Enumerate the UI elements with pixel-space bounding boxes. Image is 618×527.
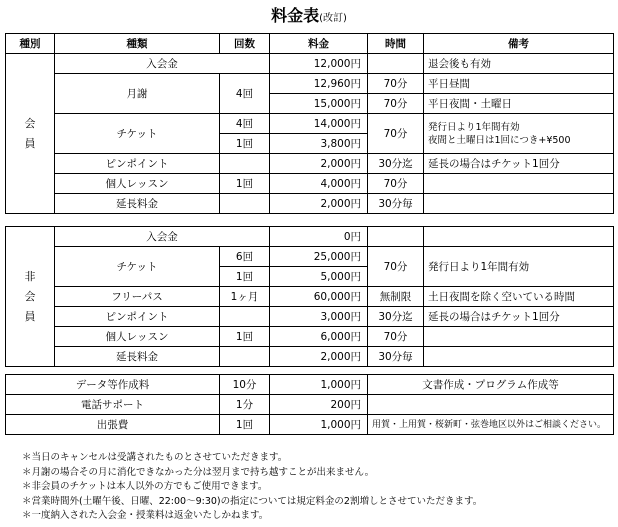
member-private-count: 1回: [220, 174, 270, 194]
phone-support-price: 200円: [270, 395, 368, 415]
member-extension-remarks: [424, 194, 614, 214]
member-category-text: 会員: [24, 116, 36, 150]
member-monthly-count: 4回: [220, 74, 270, 114]
non-member-extension-remarks: [424, 347, 614, 367]
header-category: 種別: [6, 34, 55, 54]
non-member-category-text: 非会員: [24, 269, 36, 323]
non-member-private-count: 1回: [220, 327, 270, 347]
non-member-ticket-remarks: 発行日より1年間有効: [424, 247, 614, 287]
visit-fee-type: 出張費: [6, 415, 220, 435]
note-item: ＊非会員のチケットは本人以外の方でもご使用できます。: [22, 481, 268, 492]
member-extension-count: [220, 194, 270, 214]
table-row: [6, 415, 614, 435]
member-monthly-time-1: 70分: [368, 74, 424, 94]
data-fee-price: 1,000円: [270, 375, 368, 395]
non-member-pinpoint-type: ピンポイント: [55, 307, 220, 327]
non-member-admission-remarks: [424, 227, 614, 247]
member-ticket-count-2: 1回: [220, 134, 270, 154]
non-member-extension-type: 延長料金: [55, 347, 220, 367]
member-monthly-remarks-2: 平日夜間・土曜日: [424, 94, 614, 114]
member-admission-type: 入会金: [55, 54, 270, 74]
table-row: [6, 227, 614, 247]
non-member-pinpoint-price: 3,000円: [270, 307, 368, 327]
member-ticket-remarks-line2: 夜間と土曜日は1回につき+¥500: [428, 134, 571, 146]
note-item: ＊当日のキャンセルは受講されたものとさせていただきます。: [22, 452, 288, 463]
member-ticket-price-1: 14,000円: [270, 114, 368, 134]
data-fee-count: 10分: [220, 375, 270, 395]
member-pinpoint-time: 30分迄: [368, 154, 424, 174]
non-member-pinpoint-remarks: 延長の場合はチケット1回分: [424, 307, 614, 327]
non-member-freepass-time: 無制限: [368, 287, 424, 307]
table-row: [6, 114, 614, 134]
member-ticket-remarks-line1: 発行日より1年間有効: [428, 121, 520, 133]
member-private-remarks: [424, 174, 614, 194]
non-member-extension-count: [220, 347, 270, 367]
data-fee-type: データ等作成料: [6, 375, 220, 395]
non-member-ticket-time: 70分: [368, 247, 424, 287]
member-private-time: 70分: [368, 174, 424, 194]
phone-support-type: 電話サポート: [6, 395, 220, 415]
member-monthly-price-2: 15,000円: [270, 94, 368, 114]
member-pinpoint-count: [220, 154, 270, 174]
non-member-freepass-price: 60,000円: [270, 287, 368, 307]
non-member-admission-price: 0円: [270, 227, 368, 247]
member-extension-price: 2,000円: [270, 194, 368, 214]
table-row: [6, 347, 614, 367]
non-member-pinpoint-time: 30分迄: [368, 307, 424, 327]
table-row: [6, 194, 614, 214]
member-ticket-remarks: [424, 114, 614, 154]
member-pinpoint-price: 2,000円: [270, 154, 368, 174]
member-monthly-time-2: 70分: [368, 94, 424, 114]
title-sub: (改訂): [319, 13, 347, 24]
member-admission-time: [368, 54, 424, 74]
table-row: [6, 307, 614, 327]
member-monthly-remarks-1: 平日昼間: [424, 74, 614, 94]
member-admission-price: 12,000円: [270, 54, 368, 74]
non-member-ticket-type: チケット: [55, 247, 220, 287]
header-price: 料金: [270, 34, 368, 54]
notes-list: [22, 451, 482, 524]
non-member-ticket-price-1: 25,000円: [270, 247, 368, 267]
member-ticket-time: 70分: [368, 114, 424, 154]
table-row: [6, 74, 614, 94]
non-member-freepass-remarks: 土日夜間を除く空いている時間: [424, 287, 614, 307]
non-member-freepass-type: フリーパス: [55, 287, 220, 307]
non-member-freepass-count: 1ヶ月: [220, 287, 270, 307]
member-private-type: 個人レッスン: [55, 174, 220, 194]
header-type: 種類: [55, 34, 220, 54]
non-member-ticket-price-2: 5,000円: [270, 267, 368, 287]
page-title: [0, 3, 618, 26]
note-item: ＊月謝の場合その月に消化できなかった分は翌月まで持ち越すことが出来ません。: [22, 466, 375, 478]
member-monthly-type: 月謝: [55, 74, 220, 114]
member-admission-remarks: 退会後も有効: [424, 54, 614, 74]
table-row: [6, 174, 614, 194]
visit-fee-count: 1回: [220, 415, 270, 435]
table-row: [6, 395, 614, 415]
note-item: ＊営業時間外(土曜午後、日曜、22:00～9:30)の指定については規定料金の2割増しとさせていただきます。: [22, 495, 483, 507]
header-count: 回数: [220, 34, 270, 54]
non-member-ticket-count-1: 6回: [220, 247, 270, 267]
header-time: 時間: [368, 34, 424, 54]
table-row: [6, 327, 614, 347]
non-member-category-cell: [6, 227, 55, 367]
member-pinpoint-type: ピンポイント: [55, 154, 220, 174]
title-main: 料金表: [271, 6, 320, 25]
table-row: [6, 375, 614, 395]
phone-support-count: 1分: [220, 395, 270, 415]
member-pinpoint-remarks: 延長の場合はチケット1回分: [424, 154, 614, 174]
non-member-private-type: 個人レッスン: [55, 327, 220, 347]
other-fees-table: [5, 374, 614, 435]
member-price-table-body: [5, 53, 614, 214]
visit-fee-remarks: 用賀・上用賀・桜新町・弦巻地区以外はご相談ください。: [368, 415, 614, 435]
table-row: [6, 247, 614, 267]
non-member-admission-type: 入会金: [55, 227, 270, 247]
member-monthly-price-1: 12,960円: [270, 74, 368, 94]
member-category-cell: [6, 54, 55, 214]
data-fee-remarks: 文書作成・プログラム作成等: [368, 375, 614, 395]
table-row: [6, 154, 614, 174]
non-member-private-remarks: [424, 327, 614, 347]
table-row: [6, 287, 614, 307]
visit-fee-price: 1,000円: [270, 415, 368, 435]
header-row: [6, 34, 614, 54]
member-ticket-type: チケット: [55, 114, 220, 154]
non-member-private-time: 70分: [368, 327, 424, 347]
member-extension-type: 延長料金: [55, 194, 220, 214]
non-member-ticket-count-2: 1回: [220, 267, 270, 287]
note-item: ＊一度納入された入会金・授業料は返金いたしかねます。: [22, 510, 269, 521]
non-member-private-price: 6,000円: [270, 327, 368, 347]
member-private-price: 4,000円: [270, 174, 368, 194]
non-member-price-table: [5, 226, 614, 367]
member-price-table: [5, 33, 614, 54]
non-member-extension-price: 2,000円: [270, 347, 368, 367]
non-member-pinpoint-count: [220, 307, 270, 327]
table-row: [6, 54, 614, 74]
non-member-extension-time: 30分毎: [368, 347, 424, 367]
member-ticket-price-2: 3,800円: [270, 134, 368, 154]
member-ticket-count-1: 4回: [220, 114, 270, 134]
member-extension-time: 30分毎: [368, 194, 424, 214]
phone-support-remarks: [368, 395, 614, 415]
non-member-admission-time: [368, 227, 424, 247]
header-remarks: 備考: [424, 34, 614, 54]
